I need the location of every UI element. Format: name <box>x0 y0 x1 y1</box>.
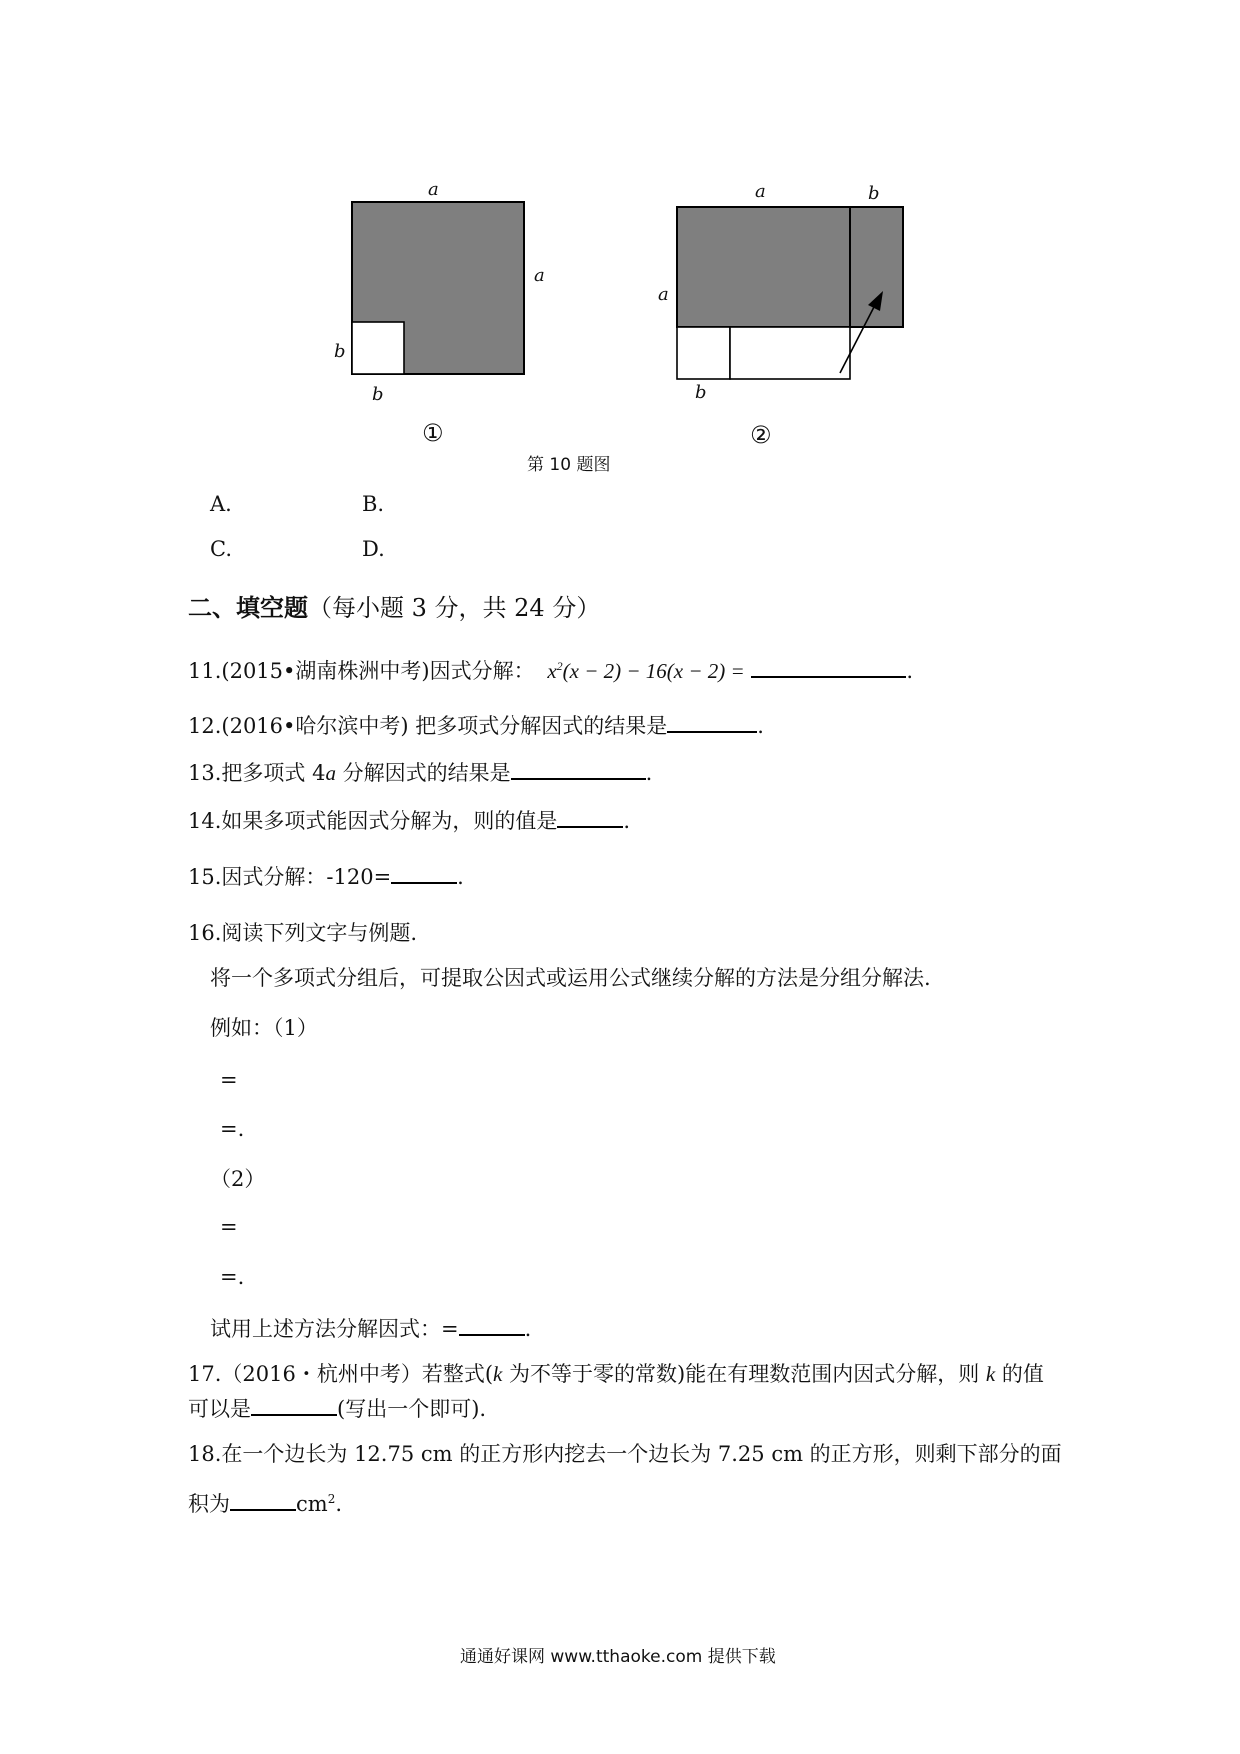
q16-title: 16.阅读下列文字与例题. <box>188 921 418 945</box>
small-square <box>677 327 730 379</box>
q16-eq-3: = <box>220 1215 238 1239</box>
label-b-left: b <box>334 341 346 362</box>
q13-answer-blank[interactable] <box>511 760 646 780</box>
option-a: A. <box>210 492 232 516</box>
q16-eq-4: =. <box>220 1265 245 1289</box>
section-heading <box>188 588 600 623</box>
section-title: 二、填空题 <box>188 593 308 622</box>
q17-answer-blank[interactable] <box>251 1396 337 1416</box>
svg-text:①: ① <box>422 419 444 447</box>
label-a-right: a <box>534 265 545 286</box>
q15-text: 15.因式分解：-120= <box>188 865 392 889</box>
q12-answer-blank[interactable] <box>667 713 757 733</box>
question-14: 14.如果多项式能因式分解为，则的值是 . <box>188 809 631 833</box>
q16-example-1: 例如：（1） <box>210 1016 318 1040</box>
small-square <box>352 322 404 374</box>
section-note: （每小题 3 分，共 24 分） <box>308 594 601 622</box>
q16-eq-2: =. <box>220 1117 245 1141</box>
option-d: D. <box>362 537 385 561</box>
q16-example-2: （2） <box>210 1167 266 1191</box>
label-b-top: b <box>868 183 880 204</box>
question-15: 15.因式分解：-120= . <box>188 865 464 889</box>
q14-answer-blank[interactable] <box>557 808 623 828</box>
label-a-top: a <box>428 179 439 200</box>
question-12: 12.(2016•哈尔滨中考) 把多项式分解因式的结果是 . <box>188 714 764 738</box>
q15-answer-blank[interactable] <box>391 864 457 884</box>
q14-text: 14.如果多项式能因式分解为，则的值是 <box>188 809 558 833</box>
label-a-left: a <box>658 284 669 305</box>
q18-line-2: 积为 $cm^2$. <box>188 1492 343 1516</box>
q11-answer-blank[interactable] <box>751 658 906 678</box>
figure-2-marker <box>746 417 786 451</box>
question-13: 13.把多项式 4a 分解因式的结果是 . <box>188 761 653 785</box>
figure-caption: 第 10 题图 <box>527 455 611 475</box>
option-c: C. <box>210 537 232 561</box>
q12-text: 12.(2016•哈尔滨中考) 把多项式分解因式的结果是 <box>188 714 668 738</box>
figure-1 <box>330 175 550 415</box>
q17-line-2: 可以是 (写出一个即可). <box>188 1397 487 1421</box>
q16-description: 将一个多项式分组后，可提取公因式或运用公式继续分解的方法是分组分解法. <box>210 966 931 990</box>
q16-eq-1: = <box>220 1068 238 1092</box>
label-b-bottom: b <box>695 382 707 403</box>
rect-bottom <box>730 327 850 379</box>
q16-answer-blank[interactable] <box>459 1316 525 1336</box>
q11-prefix: 11.(2015•湖南株洲中考)因式分解： <box>188 659 535 683</box>
figure-1-marker <box>418 415 458 449</box>
q11-expr: $x^2(x - 2) - 16(x - 2)$ = <box>547 659 745 683</box>
question-11: 11.(2015•湖南株洲中考)因式分解： $x^2(x - 2) - 16(x - 2)$ = . <box>188 659 914 683</box>
rect-a-by-a <box>677 207 850 327</box>
q16-try: 试用上述方法分解因式：= . <box>210 1317 532 1341</box>
option-b: B. <box>362 492 385 516</box>
q18-answer-blank[interactable] <box>230 1491 296 1511</box>
label-b-bottom: b <box>372 384 384 405</box>
label-a-top: a <box>755 181 766 202</box>
q18-line-1: 18.在一个边长为 12.75 cm 的正方形内挖去一个边长为 7.25 cm 的正方形，则剩下部分的面 <box>188 1442 1062 1466</box>
q17-line-1: 17.（2016・杭州中考）若整式(k 为不等于零的常数)能在有理数范围内因式分解，则 k 的值 <box>188 1362 1044 1386</box>
svg-text:②: ② <box>750 421 772 449</box>
figure-2 <box>650 175 920 415</box>
footer: 通通好课网 www.tthaoke.com 提供下载 <box>460 1647 776 1667</box>
